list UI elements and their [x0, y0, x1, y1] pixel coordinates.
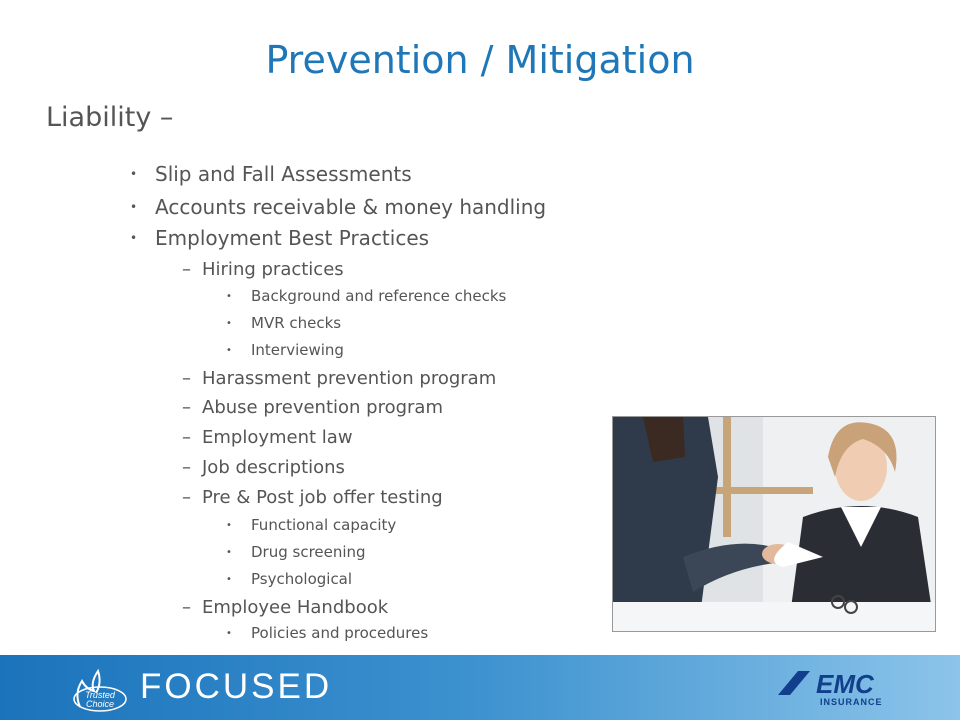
emc-insurance-logo: [776, 669, 896, 709]
outline-item-text: Interviewing: [251, 341, 344, 359]
bullet-marker: •: [226, 546, 232, 558]
outline-item-text: Employment law: [202, 426, 353, 448]
outline-item-level-3: [226, 622, 428, 644]
section-heading: Liability –: [46, 102, 174, 133]
outline-item-level-2: [182, 484, 443, 510]
outline-item-level-2: [182, 454, 345, 480]
outline-item-text: Employment Best Practices: [155, 226, 430, 250]
dash-marker: –: [182, 596, 191, 618]
dash-marker: –: [182, 426, 191, 448]
bullet-marker: •: [226, 317, 232, 329]
outline-item-level-3: [226, 541, 366, 563]
bullet-marker: •: [226, 519, 232, 531]
outline-item-text: Background and reference checks: [251, 287, 507, 305]
dash-marker: –: [182, 486, 191, 508]
outline-item-text: Drug screening: [251, 543, 366, 561]
bullet-marker: •: [130, 231, 138, 245]
outline-item-level-2: [182, 256, 344, 282]
outline-item-level-3: [226, 514, 396, 536]
outline-item-level-3: [226, 285, 506, 307]
slide-title: Prevention / Mitigation: [265, 38, 695, 82]
bullet-marker: •: [226, 573, 232, 585]
dash-marker: –: [182, 396, 191, 418]
outline-item-level-1: [130, 224, 429, 252]
outline-item-text: Employee Handbook: [202, 596, 389, 618]
bullet-marker: •: [130, 200, 138, 214]
trusted-choice-logo-line1: Trusted: [85, 690, 115, 700]
bullet-marker: •: [226, 627, 232, 639]
bullet-marker: •: [226, 344, 232, 356]
outline-item-level-3: [226, 568, 352, 590]
outline-item-level-3: [226, 312, 341, 334]
outline-item-level-1: [130, 193, 546, 221]
outline-item-text: Policies and procedures: [251, 624, 429, 642]
focused-tagline: FOCUSED: [140, 667, 333, 706]
handshake-photo: [612, 416, 936, 632]
outline-item-text: Accounts receivable & money handling: [155, 195, 547, 219]
trusted-choice-logo-line2: Choice: [85, 699, 115, 709]
outline-item-level-2: [182, 594, 388, 620]
outline-item-text: Job descriptions: [202, 456, 345, 478]
dash-marker: –: [182, 367, 191, 389]
bullet-marker: •: [130, 167, 138, 181]
outline-item-text: Harassment prevention program: [202, 367, 497, 389]
outline-item-text: Slip and Fall Assessments: [155, 162, 412, 186]
handshake-photo-illustration: [613, 417, 935, 631]
outline-item-text: Abuse prevention program: [202, 396, 443, 418]
bullet-marker: •: [226, 290, 232, 302]
outline-item-level-2: [182, 365, 496, 391]
outline-item-text: Hiring practices: [202, 258, 344, 280]
outline-item-text: MVR checks: [251, 314, 342, 332]
footer-banner: [0, 655, 960, 720]
outline-item-text: Psychological: [251, 570, 353, 588]
emc-logo-wordmark: EMC: [816, 669, 874, 699]
outline-item-level-3: [226, 339, 344, 361]
outline-item-level-2: [182, 394, 443, 420]
emc-logo-subtext: INSURANCE: [820, 697, 883, 707]
outline-item-text: Pre & Post job offer testing: [202, 486, 443, 508]
dash-marker: –: [182, 258, 191, 280]
trusted-choice-logo: [72, 663, 128, 713]
outline-item-text: Functional capacity: [251, 516, 397, 534]
outline-item-level-2: [182, 424, 353, 450]
dash-marker: –: [182, 456, 191, 478]
outline-item-level-1: [130, 160, 412, 188]
